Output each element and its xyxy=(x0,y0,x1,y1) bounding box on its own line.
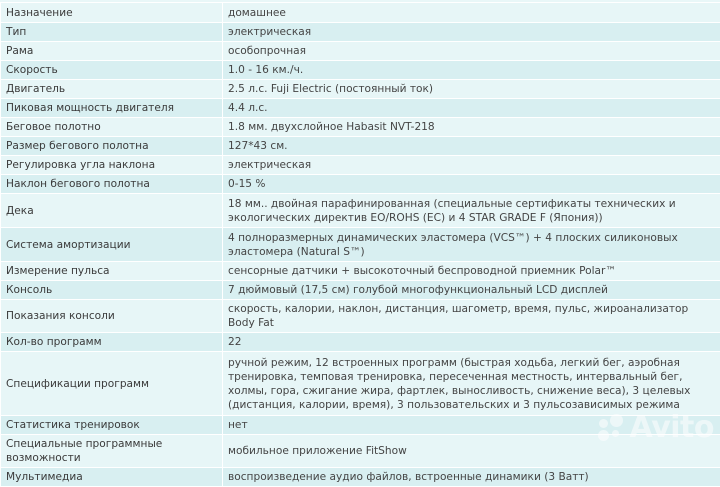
spec-label: Мультимедиа xyxy=(1,468,223,487)
table-row xyxy=(1,281,720,300)
spec-label: Наклон бегового полотна xyxy=(1,175,223,194)
spec-label: Рама xyxy=(1,42,223,61)
table-row xyxy=(1,228,720,262)
table-row xyxy=(1,42,720,61)
table-row xyxy=(1,80,720,99)
spec-label: Спецификации программ xyxy=(1,352,223,416)
spec-label: Статистика тренировок xyxy=(1,416,223,435)
table-row xyxy=(1,352,720,416)
spec-label: Регулировка угла наклона xyxy=(1,156,223,175)
spec-label: Дека xyxy=(1,194,223,228)
table-row xyxy=(1,175,720,194)
table-row xyxy=(1,300,720,333)
spec-value: 1.0 - 16 км./ч. xyxy=(223,61,720,80)
table-row xyxy=(1,333,720,352)
spec-label: Двигатель xyxy=(1,80,223,99)
spec-label: Беговое полотно xyxy=(1,118,223,137)
spec-label: Кол-во программ xyxy=(1,333,223,352)
spec-value: 4 полноразмерных динамических эластомера (VCS™) + 4 плоских силиконовых эластомера (Natural S™) xyxy=(223,228,720,262)
table-row xyxy=(1,61,720,80)
table-row xyxy=(1,262,720,281)
spec-value: особопрочная xyxy=(223,42,720,61)
table-row xyxy=(1,118,720,137)
table-row xyxy=(1,3,720,23)
spec-value: воспроизведение аудио файлов, встроенные динамики (3 Ватт) xyxy=(223,468,720,487)
spec-label: Пиковая мощность двигателя xyxy=(1,99,223,118)
spec-label: Тип xyxy=(1,23,223,42)
spec-value: мобильное приложение FitShow xyxy=(223,435,720,468)
spec-label: Консоль xyxy=(1,281,223,300)
avito-logo-icon xyxy=(596,413,626,443)
spec-value: 7 дюймовый (17,5 см) голубой многофункциональный LCD дисплей xyxy=(223,281,720,300)
spec-label: Система амортизации xyxy=(1,228,223,262)
table-row xyxy=(1,23,720,42)
spec-value: 22 xyxy=(223,333,720,352)
spec-label: Скорость xyxy=(1,61,223,80)
spec-value: электрическая xyxy=(223,23,720,42)
table-row xyxy=(1,156,720,175)
spec-label: Специальные программные возможности xyxy=(1,435,223,468)
spec-value: 1.8 мм. двухслойное Habasit NVT-218 xyxy=(223,118,720,137)
spec-value: домашнее xyxy=(223,3,720,23)
spec-value: 18 мм.. двойная парафинированная (специальные сертификаты технических и экологических директив EO/ROHS (EC) и 4 STAR GRADE F (Япония)) xyxy=(223,194,720,228)
table-row xyxy=(1,468,720,487)
table-row xyxy=(1,194,720,228)
spec-value: электрическая xyxy=(223,156,720,175)
spec-label: Показания консоли xyxy=(1,300,223,333)
spec-value: 0-15 % xyxy=(223,175,720,194)
table-row xyxy=(1,99,720,118)
spec-value: ручной режим, 12 встроенных программ (быстрая ходьба, легкий бег, аэробная тренировка, темповая тренировка, пересеченная местность, интервальный бег, холмы, гора, сжигание жира, фартлек, выносливость, снижение веса), 3 целевых (дистанция, калории, время), 3 пользовательских и 3 пульсозависимых режима xyxy=(223,352,720,416)
watermark-text: Avito xyxy=(630,410,714,445)
spec-label: Измерение пульса xyxy=(1,262,223,281)
spec-value: 2.5 л.с. Fuji Electric (постоянный ток) xyxy=(223,80,720,99)
spec-label: Назначение xyxy=(1,3,223,23)
spec-value: 4.4 л.с. xyxy=(223,99,720,118)
table-row xyxy=(1,137,720,156)
spec-label: Размер бегового полотна xyxy=(1,137,223,156)
spec-value: нет xyxy=(223,416,720,435)
spec-value: сенсорные датчики + высокоточный беспроводной приемник Polar™ xyxy=(223,262,720,281)
spec-value: 127*43 см. xyxy=(223,137,720,156)
avito-watermark xyxy=(596,410,714,445)
spec-value: скорость, калории, наклон, дистанция, шагометр, время, пульс, жироанализатор Body Fat xyxy=(223,300,720,333)
